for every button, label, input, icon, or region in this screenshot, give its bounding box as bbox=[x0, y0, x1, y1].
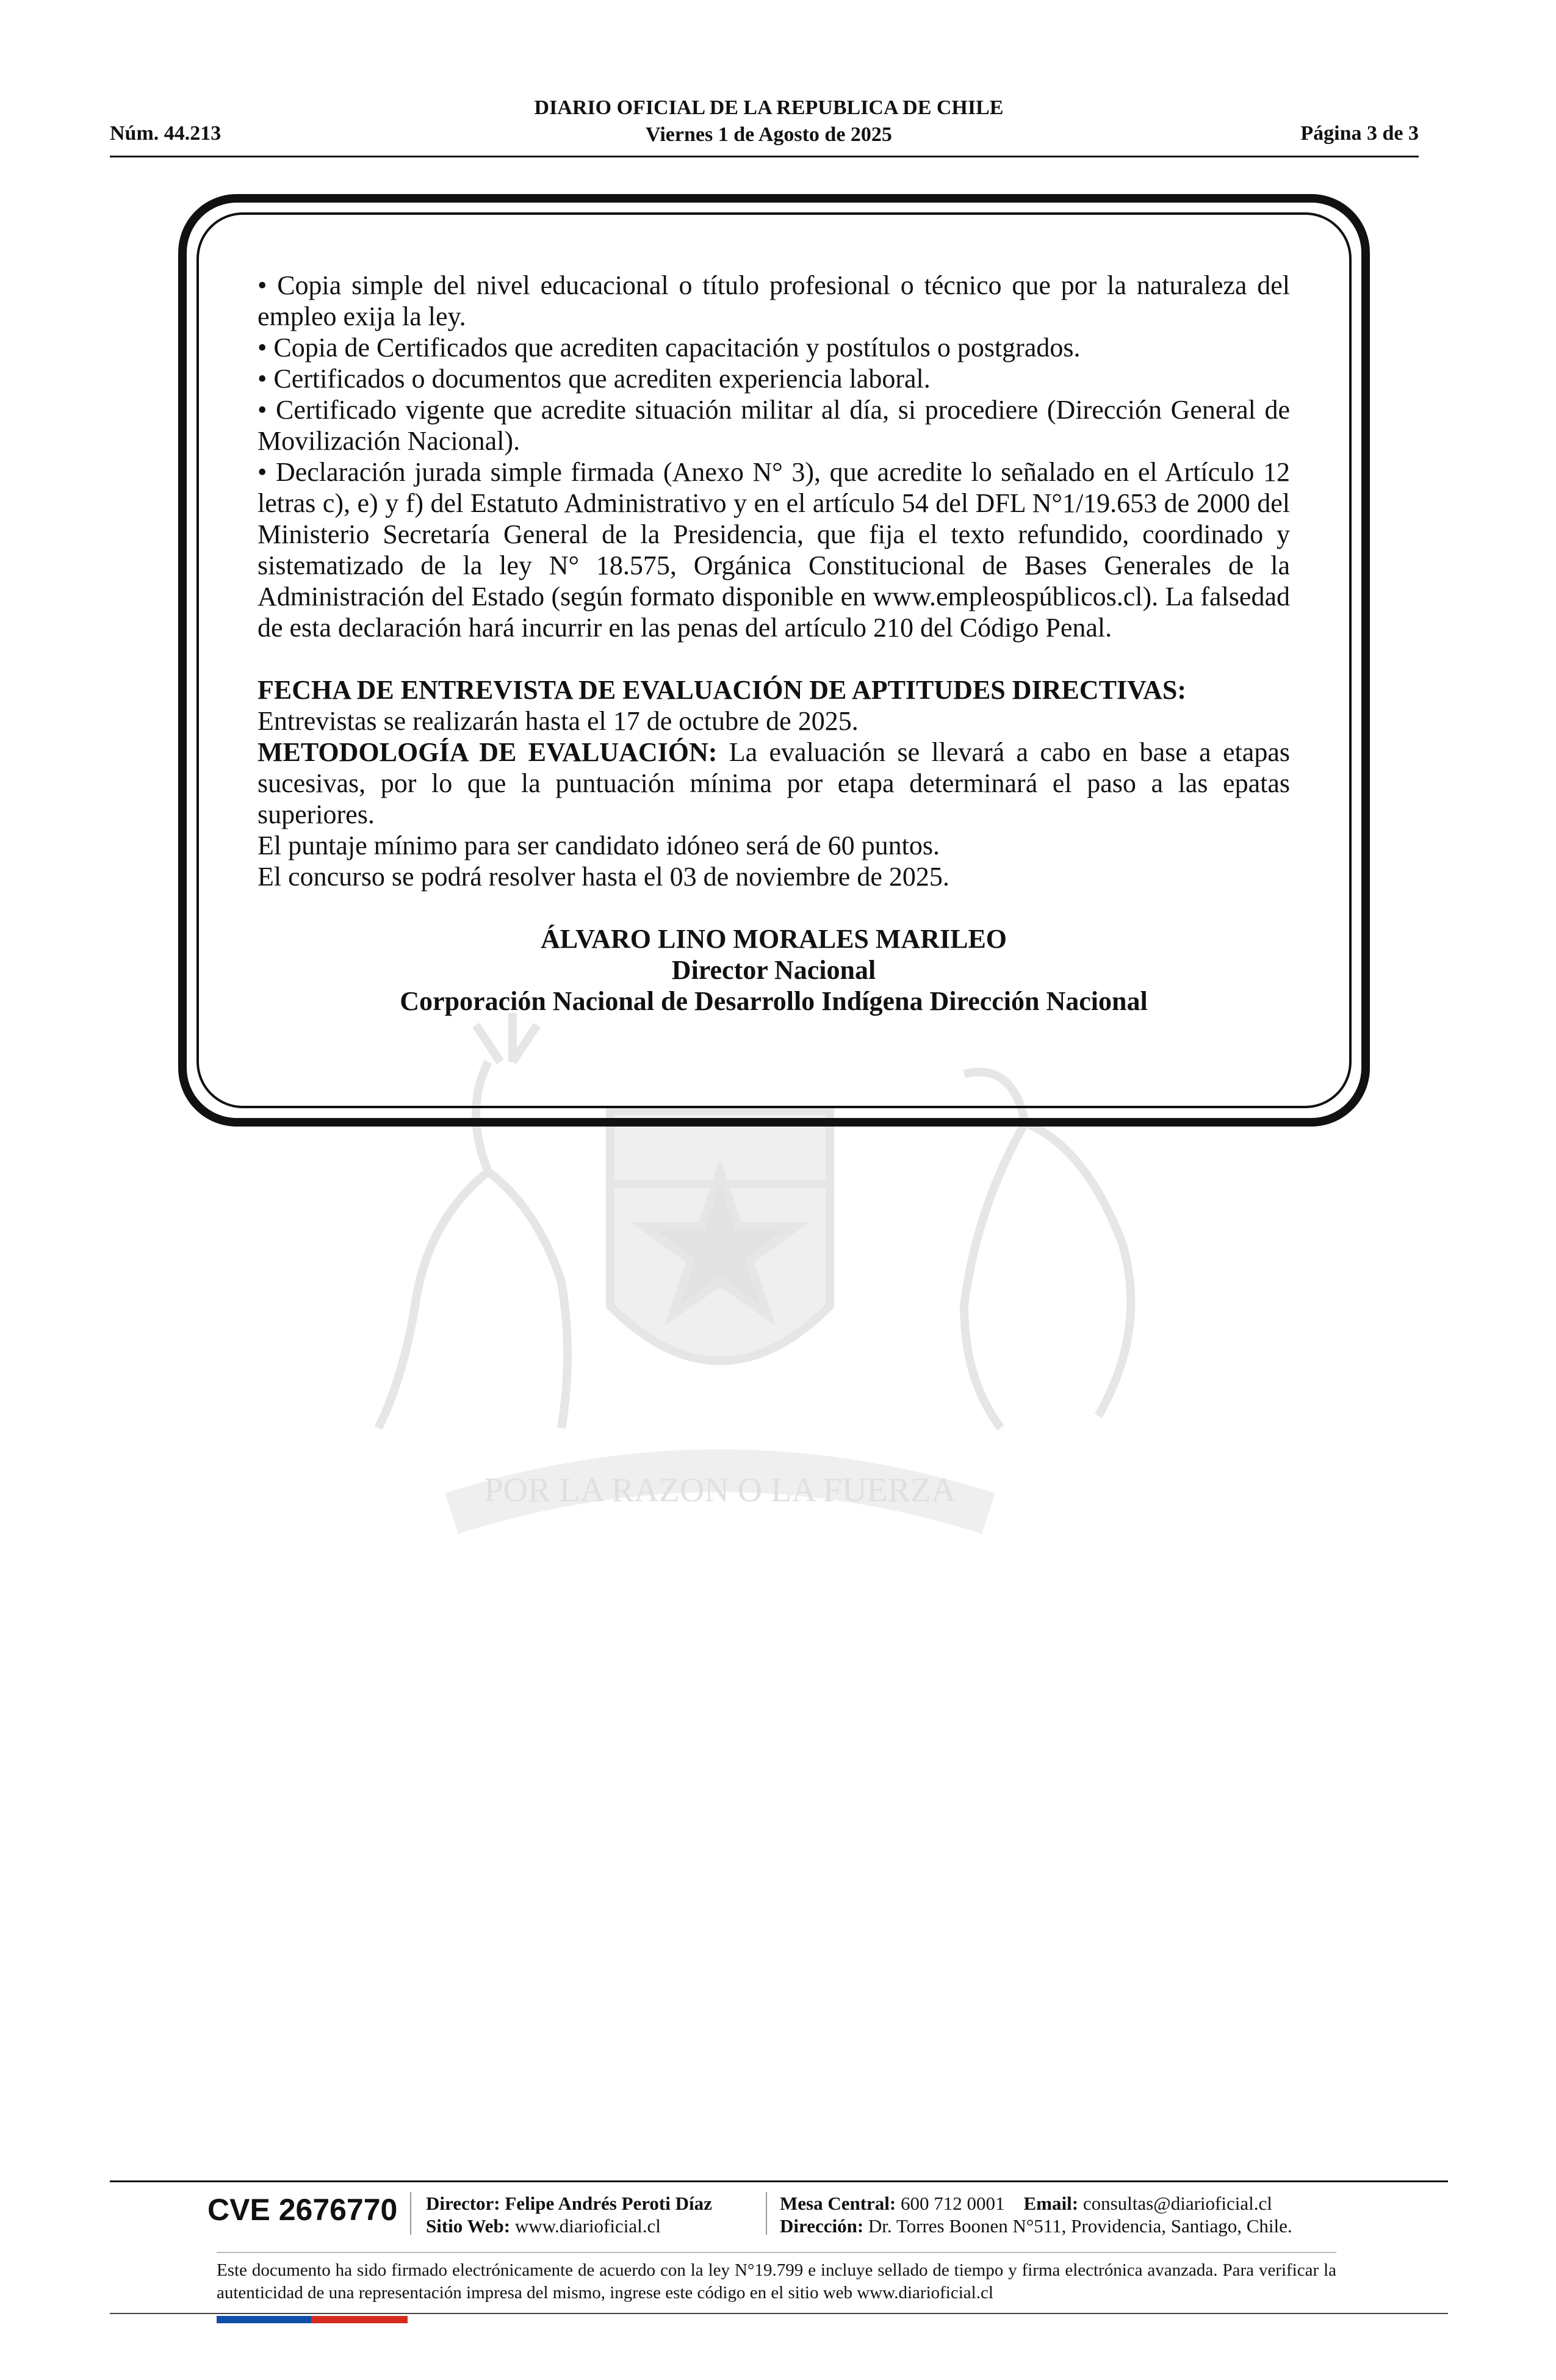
footer-divider-bottom bbox=[110, 2313, 1448, 2314]
footer-divider-top bbox=[110, 2180, 1448, 2182]
issue-date: Viernes 1 de Agosto de 2025 bbox=[646, 123, 892, 146]
site-label: Sitio Web: bbox=[426, 2215, 511, 2237]
interview-text: Entrevistas se realizarán hasta el 17 de octubre de 2025. bbox=[258, 706, 859, 736]
cve-code: CVE 2676770 bbox=[207, 2193, 398, 2227]
methodology-text: La evaluación se llevará a cabo en base a etapas sucesivas, por lo que la puntuación mínima por etapa determinará el paso a las epatas superiores. bbox=[258, 737, 1290, 829]
footer-separator bbox=[410, 2192, 411, 2235]
signer-name: ÁLVARO LINO MORALES MARILEO bbox=[540, 924, 1007, 954]
requirement-item: • Copia de Certificados que acrediten capacitación y postítulos o postgrados. bbox=[258, 333, 1081, 362]
requirement-item: • Certificados o documentos que acrediten experiencia laboral. bbox=[258, 364, 931, 394]
minimum-score-text: El puntaje mínimo para ser candidato idóneo será de 60 puntos. bbox=[258, 831, 940, 860]
header-divider bbox=[110, 156, 1419, 157]
requirement-item: • Certificado vigente que acredite situación militar al día, si procediere (Dirección General de Movilización Nacional). bbox=[258, 395, 1290, 456]
journal-title: DIARIO OFICIAL DE LA REPUBLICA DE CHILE bbox=[534, 96, 1004, 119]
footer-contact-block bbox=[780, 2192, 1292, 2237]
requirement-item: • Declaración jurada simple firmada (Anexo N° 3), que acredite lo señalado en el Artículo 12 letras c), e) y f) del Estatuto Administrativo y en el artículo 54 del DFL N°1/19.653 de 2000 del Ministerio Secretaría General de la Presidencia, que fija el texto refundido, coordinado y sistematizado de la ley N° 18.575, Orgánica Constitucional de Bases Generales de la Administración del Estado (según formato disponible en www.empleospúblicos.cl). La falsedad de esta declaración hará incurrir en las penas del artículo 210 del Código Penal. bbox=[258, 457, 1290, 643]
interview-heading: FECHA DE ENTREVISTA DE EVALUACIÓN DE APTITUDES DIRECTIVAS: bbox=[258, 675, 1187, 705]
address-label: Dirección: bbox=[780, 2215, 864, 2237]
email-link[interactable]: consultas@diarioficial.cl bbox=[1082, 2193, 1272, 2214]
site-link[interactable]: www.diarioficial.cl bbox=[514, 2215, 661, 2237]
resolution-date-text: El concurso se podrá resolver hasta el 03 de noviembre de 2025. bbox=[258, 862, 949, 892]
mesa-phone: 600 712 0001 bbox=[901, 2193, 1005, 2214]
flag-stripe-blue bbox=[217, 2316, 311, 2323]
notice-body bbox=[258, 270, 1290, 1017]
footer-separator bbox=[766, 2192, 767, 2235]
flag-stripe-red bbox=[311, 2316, 408, 2323]
director-label: Director: Felipe Andrés Peroti Díaz bbox=[426, 2193, 712, 2214]
requirement-item: • Copia simple del nivel educacional o título profesional o técnico que por la naturaleza del empleo exija la ley. bbox=[258, 270, 1290, 331]
electronic-signature-notice: Este documento ha sido firmado electrónicamente de acuerdo con la ley N°19.799 e incluye sellado de tiempo y firma electrónica avanzada. Para verificar la autenticidad de una representación impresa del mismo, ingrese este código en el sitio web www.diarioficial.cl bbox=[217, 2260, 1336, 2302]
footer-divider-mid bbox=[217, 2252, 1336, 2253]
watermark-motto: POR LA RAZON O LA FUERZA bbox=[484, 1471, 956, 1509]
footer-director-block bbox=[426, 2192, 712, 2237]
issue-number: Núm. 44.213 bbox=[110, 122, 222, 145]
signer-organization: Corporación Nacional de Desarrollo Indígena Dirección Nacional bbox=[400, 986, 1148, 1016]
mesa-label: Mesa Central: bbox=[780, 2193, 896, 2214]
page-indicator: Página 3 de 3 bbox=[1300, 122, 1419, 145]
email-label: Email: bbox=[1023, 2193, 1079, 2214]
methodology-heading: METODOLOGÍA DE EVALUACIÓN: bbox=[258, 737, 718, 767]
signer-title: Director Nacional bbox=[671, 955, 876, 985]
address-value: Dr. Torres Boonen N°511, Providencia, Santiago, Chile. bbox=[868, 2215, 1292, 2237]
